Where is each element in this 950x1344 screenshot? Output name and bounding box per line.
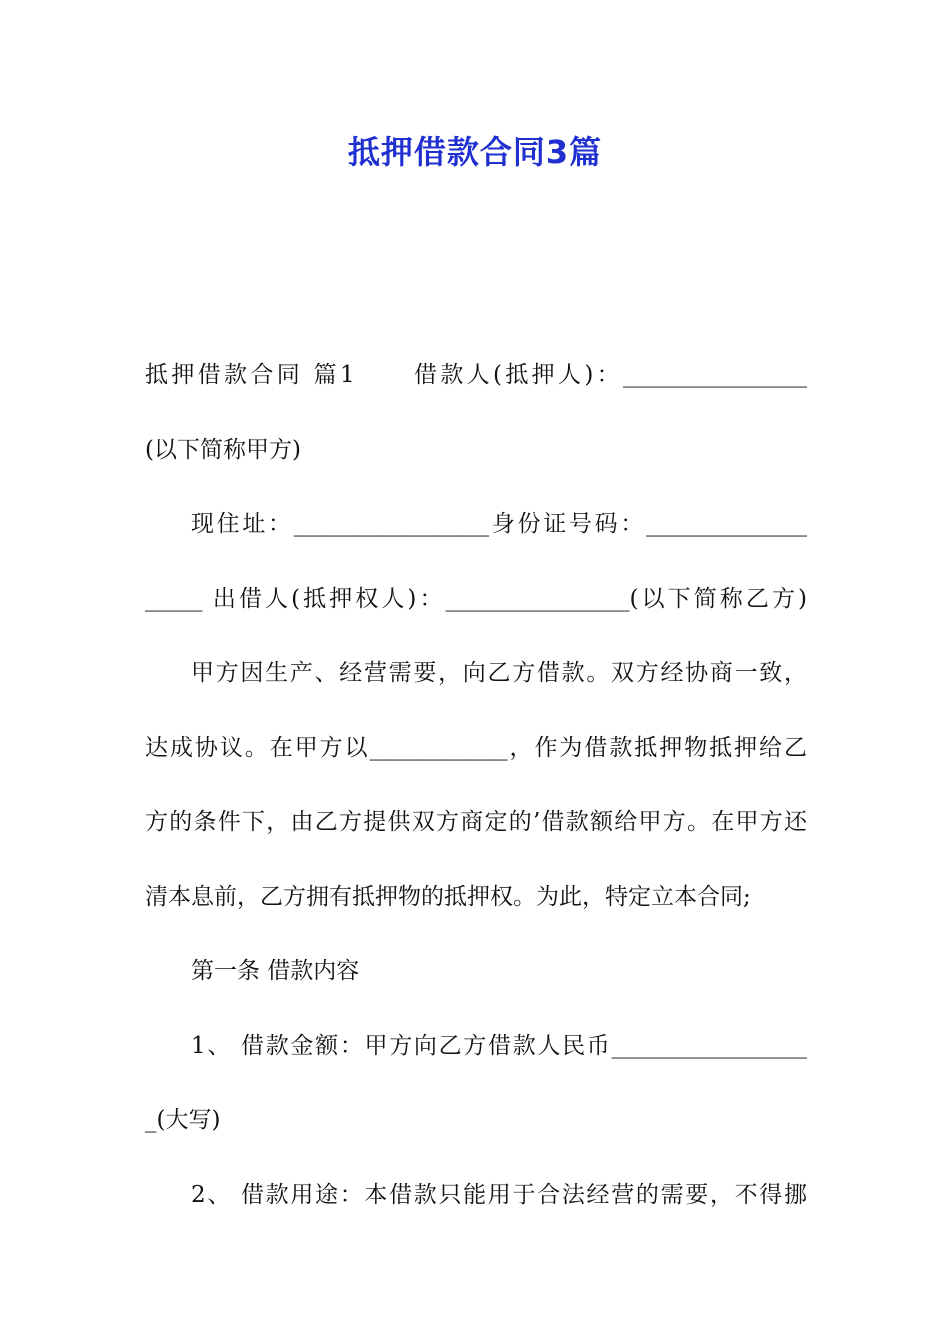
text-line-1 [145,338,807,413]
text-line-5: 甲方因生产、经营需要，向乙方借款。双方经协商一致， [191,660,807,686]
text-line-3: 现住址：_________________身份证号码：______________ [191,511,807,537]
text-line-2: (以下简称甲方) [145,436,301,463]
text-line-11: _(大写) [145,1107,221,1133]
contract-heading: 抵押借款合同 篇1 [145,362,355,388]
text-line-7: 方的条件下，由乙方提供双方商定的’借款额给甲方。在甲方还 [145,809,807,835]
borrower-field: 借款人(抵押人)：________________ [410,362,807,388]
text-line-4: _____ 出借人(抵押权人)：________________(以下简称乙方) [145,585,807,612]
text-line-6: 达成协议。在甲方以____________，作为借款抵押物抵押给乙 [145,734,807,761]
text-line-8: 清本息前，乙方拥有抵押物的抵押权。为此，特定立本合同; [145,883,751,910]
document-title: 抵押借款合同3篇 [347,133,603,171]
article-heading: 第一条 借款内容 [191,958,360,984]
text-line-12: 2、 借款用途：本借款只能用于合法经营的需要，不得挪 [191,1181,807,1208]
text-line-10: 1、 借款金额：甲方向乙方借款人民币_________________ [191,1032,807,1059]
document-body [145,338,807,1232]
